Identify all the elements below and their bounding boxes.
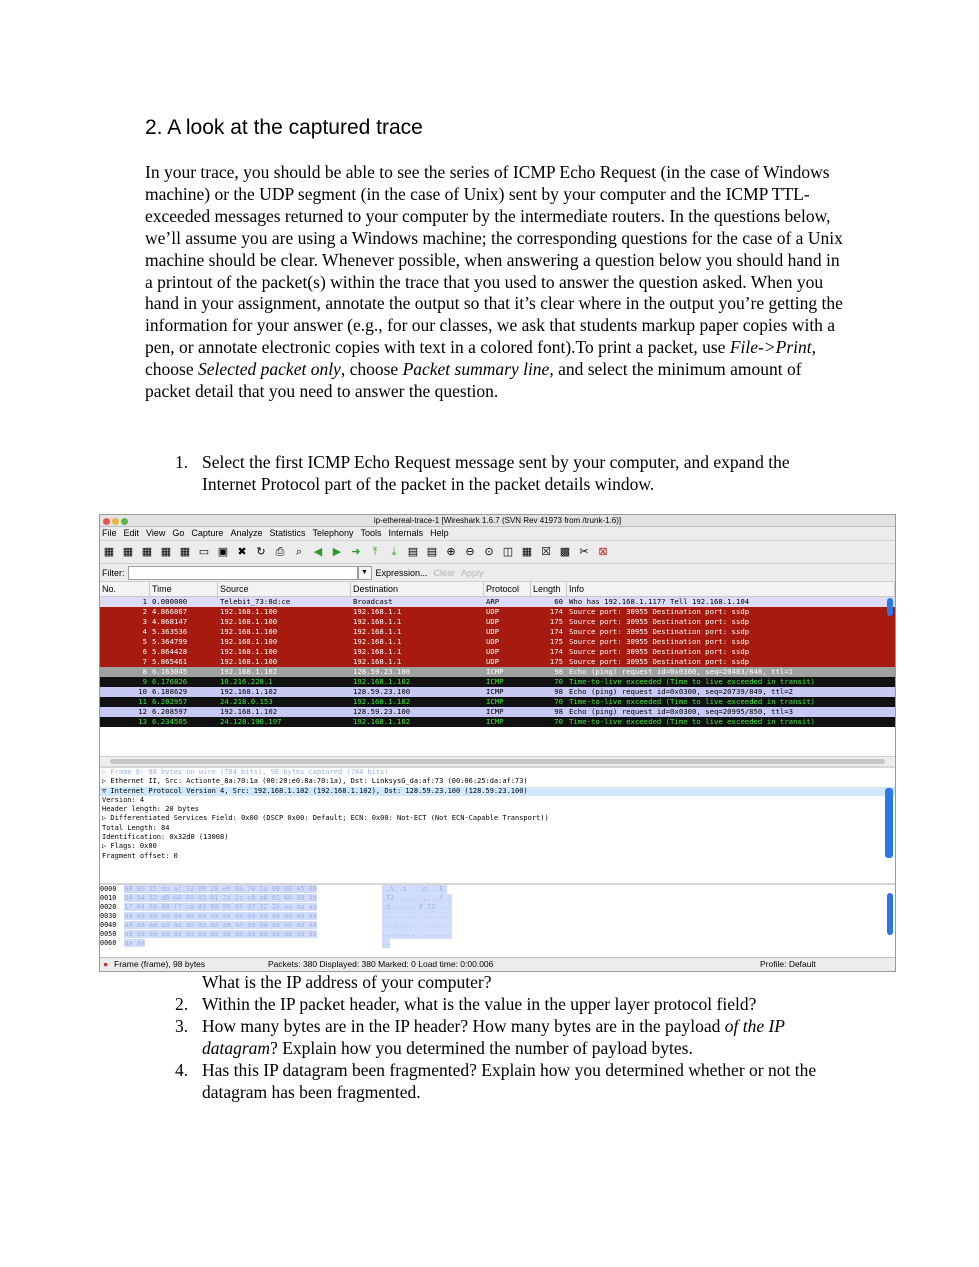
horizontal-scrollbar[interactable] bbox=[100, 756, 895, 766]
intro-paragraph bbox=[145, 162, 845, 403]
packet-cell-time: 6.176826 bbox=[152, 677, 188, 686]
packet-cell-src: 192.168.1.100 bbox=[220, 617, 278, 626]
title-bar bbox=[100, 515, 895, 527]
packet-cell-src: 192.168.1.100 bbox=[220, 627, 278, 636]
packet-cell-proto: ICMP bbox=[486, 717, 504, 726]
hex-bytes: aa aa aa aa aa aa aa aa aa aa aa aa aa aa aa aa bbox=[124, 921, 317, 929]
menu-internals[interactable]: Internals bbox=[388, 528, 424, 538]
detail-fragment-offset[interactable]: Fragment offset: 0 bbox=[102, 851, 178, 860]
hex-offset: 0060 bbox=[100, 939, 117, 947]
packet-cell-len: 174 bbox=[549, 647, 563, 656]
packet-cell-no: 11 bbox=[138, 697, 147, 706]
coloring-rules-icon[interactable]: ▩ bbox=[559, 546, 571, 558]
packet-cell-proto: ICMP bbox=[486, 707, 504, 716]
preferences-icon[interactable]: ✂ bbox=[579, 546, 589, 558]
packet-cell-info: Source port: 30955 Destination port: ssdp bbox=[569, 637, 750, 646]
question-4-number: 4. bbox=[175, 1059, 189, 1080]
question-1-text: Select the first ICMP Echo Request message sent by your computer, and expand the Internet Protocol part of the packet in the packet details window. bbox=[202, 452, 790, 494]
display-filters-icon[interactable]: ☒ bbox=[541, 546, 551, 558]
hex-offset: 0030 bbox=[100, 912, 117, 920]
detail-total-length[interactable]: Total Length: 84 bbox=[102, 823, 170, 832]
expression-button[interactable]: Expression... bbox=[375, 567, 428, 578]
wireshark-window bbox=[99, 514, 896, 972]
menu-file[interactable]: File bbox=[102, 528, 117, 538]
status-profile[interactable]: Profile: Default bbox=[760, 959, 816, 969]
packet-cell-src: 192.168.1.100 bbox=[220, 657, 278, 666]
hex-bytes: aa aa aa aa aa aa aa aa aa aa aa aa aa aa aa aa bbox=[124, 930, 317, 938]
bytes-scrollbar[interactable] bbox=[887, 893, 893, 935]
packet-row[interactable] bbox=[100, 707, 895, 717]
packet-cell-info: Source port: 30955 Destination port: ssdp bbox=[569, 647, 750, 656]
intro-summary-line: Packet summary line, bbox=[402, 359, 554, 380]
packet-cell-dst: 192.168.1.1 bbox=[353, 637, 402, 646]
hex-offset: 0040 bbox=[100, 921, 117, 929]
horizontal-scroll-thumb[interactable] bbox=[110, 759, 885, 764]
question-1-followup: What is the IP address of your computer? bbox=[202, 972, 492, 992]
packet-cell-proto: UDP bbox=[486, 607, 500, 616]
print-icon[interactable]: ⎙ bbox=[275, 546, 285, 558]
packet-row[interactable] bbox=[100, 647, 895, 657]
packet-cell-dst: 192.168.1.102 bbox=[353, 697, 411, 706]
filter-bar bbox=[100, 564, 895, 582]
hex-ascii: ..%..s. ..p...E. bbox=[382, 885, 448, 893]
packet-cell-time: 4.866867 bbox=[152, 607, 188, 616]
packet-cell-info: Source port: 30955 Destination port: ssdp bbox=[569, 657, 750, 666]
packet-cell-time: 6.234505 bbox=[152, 717, 188, 726]
detail-version[interactable]: Version: 4 bbox=[102, 795, 145, 804]
packet-cell-dst: Broadcast bbox=[353, 597, 393, 606]
hex-offset: 0010 bbox=[100, 894, 117, 902]
question-2 bbox=[175, 994, 855, 1016]
packet-list-header bbox=[100, 582, 895, 597]
packet-cell-proto: UDP bbox=[486, 617, 500, 626]
packet-cell-len: 98 bbox=[554, 667, 563, 676]
packet-cell-len: 175 bbox=[549, 657, 563, 666]
packet-cell-info: Source port: 30955 Destination port: ssdp bbox=[569, 617, 750, 626]
intro-text-1: In your trace, you should be able to see the series of ICMP Echo Request (in the case of Windows machine) or the UDP segment (in the case of Unix) sent by your computer and the ICMP TTL-exceeded messages returned to your computer by the intermediate routers. In the questions below, we’ll assume you are using a Windows machine; the corresponding questions for the case of a Unix machine should be clear. Whenever possible, when answering a question below you should hand in a printout of the packet(s) within the trace that you used to answer the question asked. When you hand in your assignment, annotate the output so that it’s clear where in the output you’re getting the information for your answer (e.g., for our classes, we ask that students markup paper copies with a pen, or annotate electronic copies with text in a colored font).To print a packet, use bbox=[145, 162, 843, 358]
packet-cell-time: 0.000000 bbox=[152, 597, 188, 606]
options-icon[interactable]: ▦ bbox=[122, 546, 134, 558]
packet-cell-no: 12 bbox=[138, 707, 147, 716]
hex-bytes: aa aa aa aa aa aa aa aa aa aa aa aa aa aa aa aa bbox=[124, 912, 317, 920]
packet-cell-proto: UDP bbox=[486, 647, 500, 656]
packet-cell-proto: UDP bbox=[486, 627, 500, 636]
packet-cell-time: 6.188629 bbox=[152, 687, 188, 696]
hex-ascii: ........ ........ bbox=[382, 930, 452, 938]
packet-cell-dst: 128.59.23.100 bbox=[353, 687, 411, 696]
packet-cell-info: Who has 192.168.1.117? Tell 192.168.1.104 bbox=[569, 597, 750, 606]
packet-cell-no: 13 bbox=[138, 717, 147, 726]
packet-cell-dst: 192.168.1.1 bbox=[353, 617, 402, 626]
hex-ascii: ........ ........ bbox=[382, 912, 452, 920]
packet-cell-len: 98 bbox=[554, 707, 563, 716]
packet-cell-len: 70 bbox=[554, 697, 563, 706]
question-list bbox=[175, 994, 855, 1104]
autoscroll-icon[interactable]: ▤ bbox=[426, 546, 438, 558]
hex-ascii: ........ ........ bbox=[382, 921, 452, 929]
packet-cell-src: Telebit_73:8d:ce bbox=[220, 597, 291, 606]
intro-text-3: , choose bbox=[340, 359, 403, 380]
packet-rows bbox=[100, 597, 895, 727]
packet-cell-len: 60 bbox=[554, 597, 563, 606]
intro-text-2: , choose bbox=[145, 337, 816, 380]
detail-flags[interactable]: ▷ Flags: 0x00 bbox=[102, 842, 157, 851]
packet-cell-proto: ICMP bbox=[486, 697, 504, 706]
zoom-in-icon[interactable]: ⊕ bbox=[446, 546, 456, 558]
zoom-out-icon[interactable]: ⊖ bbox=[465, 546, 475, 558]
packet-cell-proto: ARP bbox=[486, 597, 500, 606]
filter-label: Filter: bbox=[102, 567, 125, 578]
packet-row[interactable] bbox=[100, 627, 895, 637]
packet-cell-src: 24.218.0.153 bbox=[220, 697, 273, 706]
menu-telephony[interactable]: Telephony bbox=[312, 528, 354, 538]
packet-cell-dst: 192.168.1.1 bbox=[353, 657, 402, 666]
packet-cell-time: 6.208597 bbox=[152, 707, 188, 716]
menu-analyze[interactable]: Analyze bbox=[230, 528, 263, 538]
column-source[interactable]: Source bbox=[218, 582, 351, 596]
apply-button[interactable]: Apply bbox=[461, 567, 484, 578]
zoom-normal-icon[interactable]: ⊙ bbox=[484, 546, 494, 558]
clear-button[interactable]: Clear bbox=[433, 567, 456, 578]
hex-row[interactable] bbox=[100, 912, 895, 921]
menu-capture[interactable]: Capture bbox=[191, 528, 224, 538]
packet-cell-src: 192.168.1.102 bbox=[220, 667, 278, 676]
window-title: ip-ethereal-trace-1 [Wireshark 1.6.7 (SVN Rev 41973 from /trunk-1.6)] bbox=[373, 516, 622, 525]
packet-cell-proto: UDP bbox=[486, 637, 500, 646]
question-2-number: 2. bbox=[175, 994, 189, 1014]
question-1-number: 1. bbox=[175, 452, 189, 472]
capture-filters-icon[interactable]: ▦ bbox=[521, 546, 533, 558]
question-3-text-b: ? Explain how you determined the number of payload bytes. bbox=[270, 1037, 693, 1058]
packet-cell-dst: 128.59.23.100 bbox=[353, 707, 411, 716]
packet-cell-src: 192.168.1.100 bbox=[220, 647, 278, 656]
packet-row[interactable] bbox=[100, 677, 895, 687]
packet-cell-dst: 128.59.23.100 bbox=[353, 667, 411, 676]
column-no[interactable]: No. bbox=[100, 582, 150, 596]
status-packets: Packets: 380 Displayed: 380 Marked: 0 Load time: 0:00.006 bbox=[268, 959, 494, 969]
main-toolbar bbox=[100, 541, 895, 564]
packet-cell-src: 24.128.190.197 bbox=[220, 717, 282, 726]
menu-view[interactable]: View bbox=[146, 528, 166, 538]
hex-offset: 0000 bbox=[100, 885, 117, 893]
details-scrollbar[interactable] bbox=[885, 788, 893, 858]
menu-tools[interactable]: Tools bbox=[360, 528, 382, 538]
packet-cell-no: 9 bbox=[142, 677, 147, 686]
hex-row[interactable] bbox=[100, 921, 895, 930]
packet-cell-info: Time-to-live exceeded (Time to live exceeded in transit) bbox=[569, 677, 816, 686]
filter-dropdown-icon[interactable]: ▼ bbox=[358, 566, 372, 580]
packet-cell-no: 2 bbox=[142, 607, 147, 616]
packet-cell-len: 175 bbox=[549, 637, 563, 646]
question-3-text-a: How many bytes are in the IP header? How many bytes are in the payload bbox=[202, 1015, 725, 1036]
packet-cell-time: 6.163045 bbox=[152, 667, 188, 676]
resize-columns-icon[interactable]: ◫ bbox=[502, 546, 514, 558]
go-back-icon[interactable]: ◀ bbox=[313, 546, 323, 558]
hex-ascii: .d...... P.72 ... bbox=[382, 903, 452, 911]
expert-info-icon[interactable]: ● bbox=[103, 959, 109, 969]
packet-cell-info: Source port: 30955 Destination port: ssdp bbox=[569, 607, 750, 616]
stop-capture-icon[interactable]: ▦ bbox=[160, 546, 172, 558]
packet-cell-src: 192.168.1.102 bbox=[220, 687, 278, 696]
help-icon[interactable]: ⊠ bbox=[598, 546, 608, 558]
packet-cell-info: Echo (ping) request id=0x0300, seq=20995/850, ttl=3 bbox=[569, 707, 794, 716]
column-length[interactable]: Length bbox=[531, 582, 567, 596]
detail-dsfield[interactable]: ▷ Differentiated Services Field: 0x00 (DSCP 0x00: Default; ECN: 0x00: Not-ECT (Not ECN-Capable Transport)) bbox=[102, 814, 549, 823]
question-3 bbox=[175, 1016, 855, 1060]
packet-cell-dst: 192.168.1.1 bbox=[353, 647, 402, 656]
close-file-icon[interactable]: ✖ bbox=[237, 546, 247, 558]
packet-row[interactable] bbox=[100, 657, 895, 667]
packet-row[interactable] bbox=[100, 607, 895, 617]
detail-ethernet[interactable]: ▷ Ethernet II, Src: Actionte_8a:70:1a (00:20:e0:8a:70:1a), Dst: LinksysG_da:af:73 (00:06:25:da:af:73) bbox=[102, 777, 528, 786]
packet-cell-len: 174 bbox=[549, 627, 563, 636]
interfaces-icon[interactable]: ▦ bbox=[103, 546, 115, 558]
hex-bytes: aa aa bbox=[124, 939, 145, 947]
hex-offset: 0020 bbox=[100, 903, 117, 911]
hex-ascii: .T2..... -,...f.; bbox=[382, 894, 452, 902]
hex-bytes: 00 54 32 d0 00 00 01 01 2d 2c c0 a8 01 66 80 3b bbox=[124, 894, 317, 902]
question-3-emphasis: of the IP datagram bbox=[202, 1015, 785, 1058]
packet-cell-dst: 192.168.1.102 bbox=[353, 677, 411, 686]
column-destination[interactable]: Destination bbox=[351, 582, 484, 596]
packet-details bbox=[100, 766, 895, 883]
detail-ip[interactable]: ▽ Internet Protocol Version 4, Src: 192.168.1.102 (192.168.1.102), Dst: 128.59.23.100 (128.59.23.100) bbox=[100, 787, 895, 796]
hex-ascii: .. bbox=[382, 939, 391, 947]
packet-cell-proto: ICMP bbox=[486, 677, 504, 686]
packet-cell-no: 4 bbox=[142, 627, 147, 636]
filter-input[interactable] bbox=[128, 566, 358, 580]
packet-cell-time: 5.363536 bbox=[152, 627, 188, 636]
hex-row[interactable] bbox=[100, 903, 895, 912]
open-icon[interactable]: ▭ bbox=[198, 546, 210, 558]
packet-cell-src: 192.168.1.102 bbox=[220, 707, 278, 716]
question-1 bbox=[175, 452, 835, 496]
hex-bytes: 00 06 25 da af 73 00 20 e0 8a 70 1a 08 00 45 00 bbox=[124, 885, 317, 893]
hex-row[interactable] bbox=[100, 894, 895, 903]
packet-cell-proto: UDP bbox=[486, 657, 500, 666]
menu-bar bbox=[100, 527, 895, 541]
column-time[interactable]: Time bbox=[150, 582, 218, 596]
packet-cell-info: Time-to-live exceeded (Time to live exceeded in transit) bbox=[569, 717, 816, 726]
colorize-icon[interactable]: ▤ bbox=[407, 546, 419, 558]
packet-cell-dst: 192.168.1.1 bbox=[353, 607, 402, 616]
packet-row[interactable] bbox=[100, 667, 895, 677]
packet-cell-src: 10.216.228.1 bbox=[220, 677, 273, 686]
detail-frame[interactable]: ▷ Frame 8: 98 bytes on wire (784 bits), 98 bytes captured (784 bits) bbox=[102, 768, 389, 776]
packet-row[interactable] bbox=[100, 617, 895, 627]
packet-row[interactable] bbox=[100, 697, 895, 707]
packet-cell-no: 3 bbox=[142, 617, 147, 626]
hex-row[interactable] bbox=[100, 885, 895, 894]
reload-icon[interactable]: ↻ bbox=[256, 546, 266, 558]
menu-help[interactable]: Help bbox=[430, 528, 449, 538]
menu-go[interactable]: Go bbox=[172, 528, 185, 538]
hex-row[interactable] bbox=[100, 930, 895, 939]
packet-row[interactable] bbox=[100, 637, 895, 647]
packet-cell-time: 5.364799 bbox=[152, 637, 188, 646]
section-heading: 2. A look at the captured trace bbox=[145, 116, 423, 139]
packet-cell-time: 6.202957 bbox=[152, 697, 188, 706]
status-frame: Frame (frame), 98 bytes bbox=[114, 959, 206, 969]
menu-edit[interactable]: Edit bbox=[123, 528, 140, 538]
packet-cell-dst: 192.168.1.102 bbox=[353, 717, 411, 726]
packet-bytes bbox=[100, 883, 895, 957]
packet-cell-time: 4.868147 bbox=[152, 617, 188, 626]
question-3-number: 3. bbox=[175, 1015, 189, 1036]
go-first-icon[interactable]: ⤒ bbox=[372, 546, 378, 558]
question-3-text bbox=[202, 1016, 855, 1060]
find-icon[interactable]: ⌕ bbox=[295, 546, 303, 558]
status-bar bbox=[100, 957, 895, 970]
intro-selected-only: Selected packet only bbox=[197, 359, 341, 380]
packet-cell-len: 70 bbox=[554, 717, 563, 726]
packet-cell-len: 70 bbox=[554, 677, 563, 686]
go-forward-icon[interactable]: ▶ bbox=[332, 546, 342, 558]
go-to-packet-icon[interactable]: ➜ bbox=[351, 546, 361, 558]
hex-bytes: 17 64 08 00 f7 ca 03 00 50 03 37 32 20 aa aa aa bbox=[124, 903, 317, 911]
packet-cell-info: Echo (ping) request id=0x0300, seq=20483/848, ttl=1 bbox=[569, 667, 794, 676]
packet-cell-proto: ICMP bbox=[486, 687, 504, 696]
packet-cell-info: Echo (ping) request id=0x0300, seq=20739/849, ttl=2 bbox=[569, 687, 794, 696]
packet-cell-src: 192.168.1.100 bbox=[220, 637, 278, 646]
packet-cell-len: 98 bbox=[554, 687, 563, 696]
start-capture-icon[interactable]: ▦ bbox=[141, 546, 153, 558]
packet-cell-time: 5.865461 bbox=[152, 657, 188, 666]
packet-list-scrollbar[interactable] bbox=[887, 598, 893, 616]
hex-offset: 0050 bbox=[100, 930, 117, 938]
menu-statistics[interactable]: Statistics bbox=[269, 528, 306, 538]
column-info[interactable]: Info bbox=[567, 582, 895, 596]
packet-cell-info: Source port: 30955 Destination port: ssdp bbox=[569, 627, 750, 636]
packet-cell-info: Time-to-live exceeded (Time to live exceeded in transit) bbox=[569, 697, 816, 706]
packet-cell-len: 174 bbox=[549, 607, 563, 616]
packet-cell-no: 6 bbox=[142, 647, 147, 656]
question-4 bbox=[175, 1060, 855, 1104]
question-4-text: Has this IP datagram been fragmented? Explain how you determined whether or not the datagram has been fragmented. bbox=[202, 1059, 817, 1102]
packet-cell-no: 7 bbox=[142, 657, 147, 666]
restart-capture-icon[interactable]: ▦ bbox=[179, 546, 191, 558]
packet-cell-no: 8 bbox=[142, 667, 147, 676]
hex-row[interactable] bbox=[100, 939, 895, 948]
packet-row[interactable] bbox=[100, 687, 895, 697]
packet-cell-src: 192.168.1.100 bbox=[220, 607, 278, 616]
go-last-icon[interactable]: ⤓ bbox=[391, 546, 397, 558]
packet-list bbox=[100, 582, 895, 756]
packet-cell-dst: 192.168.1.1 bbox=[353, 627, 402, 636]
detail-identification[interactable]: Identification: 0x32d0 (13008) bbox=[102, 833, 229, 842]
question-2-text: Within the IP packet header, what is the value in the upper layer protocol field? bbox=[202, 994, 757, 1014]
packet-cell-time: 5.864428 bbox=[152, 647, 188, 656]
intro-text-4: and select the minimum amount of packet detail that you need to answer the question. bbox=[145, 359, 802, 402]
packet-row[interactable] bbox=[100, 597, 895, 607]
packet-cell-proto: ICMP bbox=[486, 667, 504, 676]
detail-header-length[interactable]: Header length: 20 bytes bbox=[102, 805, 199, 814]
packet-cell-no: 5 bbox=[142, 637, 147, 646]
intro-file-print: File->Print bbox=[729, 337, 812, 358]
packet-cell-no: 1 bbox=[142, 597, 147, 606]
hex-rows bbox=[100, 885, 895, 948]
save-icon[interactable]: ▣ bbox=[217, 546, 229, 558]
column-protocol[interactable]: Protocol bbox=[484, 582, 531, 596]
packet-cell-no: 10 bbox=[138, 687, 147, 696]
packet-row[interactable] bbox=[100, 717, 895, 727]
packet-cell-len: 175 bbox=[549, 617, 563, 626]
